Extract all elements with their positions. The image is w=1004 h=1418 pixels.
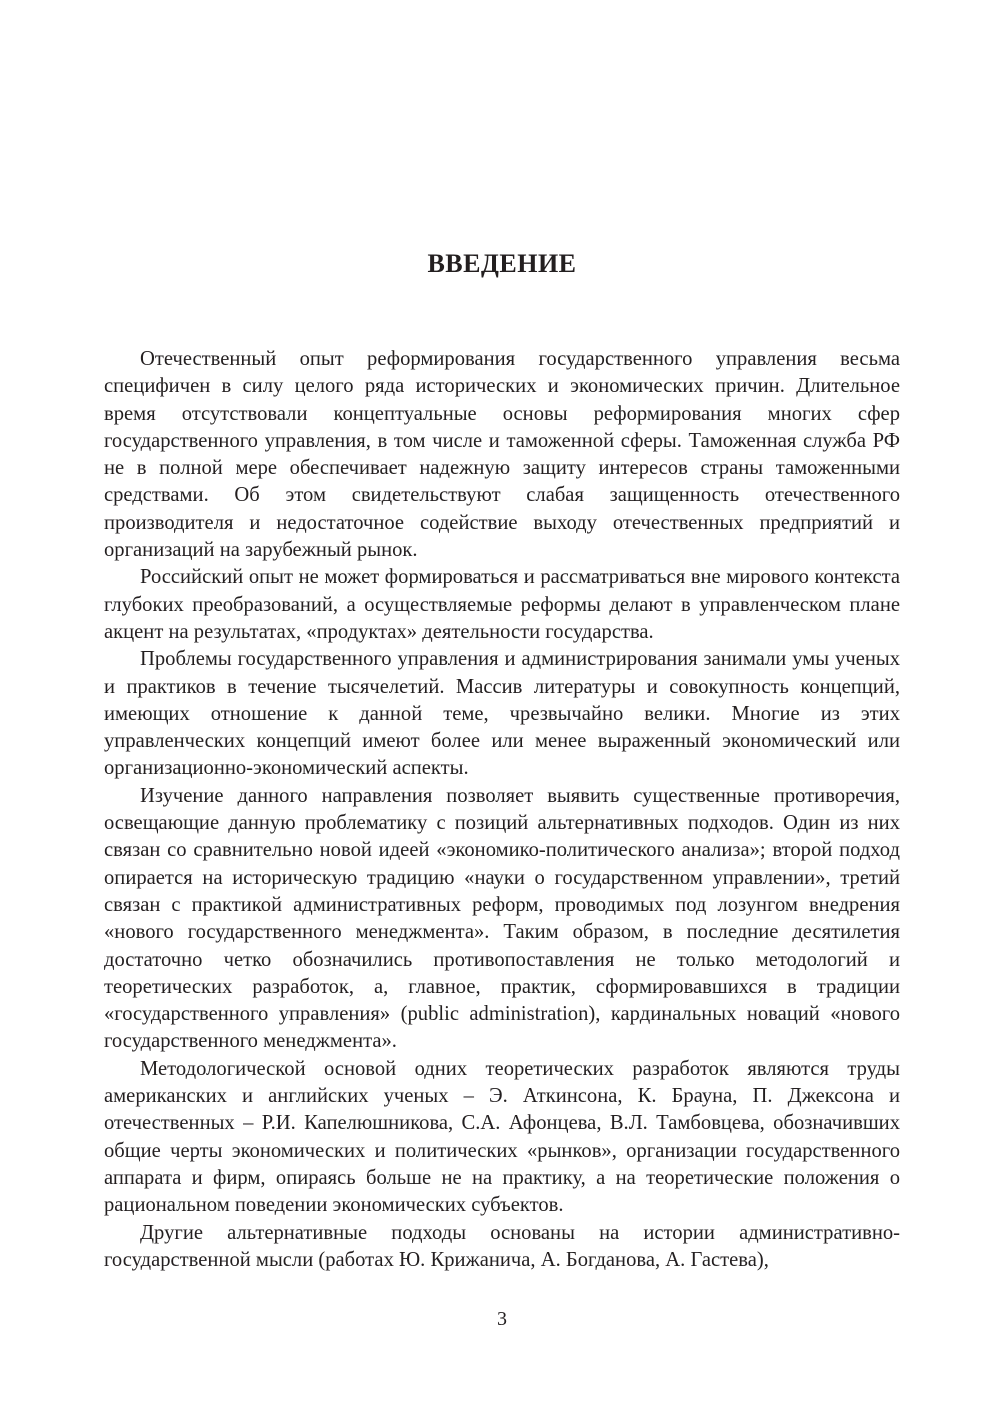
paragraph: Методологической основой одних теоретических разработок являются труды американских и английских ученых – Э. Аткинсона, К. Брауна, П. Джексона и отечественных – Р.И. Капелюшникова, С.А. Афонцева, В.Л. Тамбовцева, обозначивших общие черты экономических и политических «рынков», организации государственного аппарата и фирм, опираясь больше не на практику, а на теоретические положения о рациональном поведении экономических субъектов. <box>104 1057 900 1217</box>
paragraph: Проблемы государственного управления и администрирования занимали умы ученых и практиков в течение тысячелетий. Массив литературы и совокупность концепций, имеющих отношение к данной теме, чрезвычайно велики. Многие из этих управленческих концепций имеют более или менее выраженный экономический или организационно-экономический аспекты. <box>104 648 900 780</box>
chapter-title: ВВЕДЕНИЕ <box>427 249 577 278</box>
paragraph: Российский опыт не может формироваться и рассматриваться вне мирового контекста глубоких преобразований, а осуществляемые реформы делают в управленческом плане акцент на результатах, «продуктах» деятельности государства. <box>104 566 900 643</box>
paragraph: Изучение данного направления позволяет выявить существенные противоречия, освещающие данную проблематику с позиций альтернативных подходов. Один из них связан со сравнительно новой идеей «экономико-политического анализа»; второй подход опирается на историческую традицию «науки о государственном управлении», третий связан с практикой административных реформ, проводимых под лозунгом внедрения «нового государственного менеджмента». Таким образом, в последние десятилетия достаточно четко обозначились противопоставления не только методологий и теоретических разработок, а, главное, практик, сформировавшихся в традиции «государственного управления» (public administration), кардинальных новаций «нового государственного менеджмента». <box>104 784 900 1053</box>
page-number: 3 <box>497 1308 507 1330</box>
body-text <box>104 346 900 1274</box>
paragraph: Отечественный опыт реформирования государственного управления весьма специфичен в силу целого ряда исторических и экономических причин. Длительное время отсутствовали концептуальные основы реформирования многих сфер государственного управления, в том числе и таможенной сферы. Таможенная служба РФ не в полной мере обеспечивает надежную защиту интересов страны таможенными средствами. Об этом свидетельствуют слабая защищенность отечественного производителя и недостаточное содействие выходу отечественных предприятий и организаций на зарубежный рынок. <box>104 348 900 562</box>
paragraph: Другие альтернативные подходы основаны на истории административно-государственной мысли (работах Ю. Крижанича, А. Богданова, А. Гастева), <box>104 1221 900 1271</box>
